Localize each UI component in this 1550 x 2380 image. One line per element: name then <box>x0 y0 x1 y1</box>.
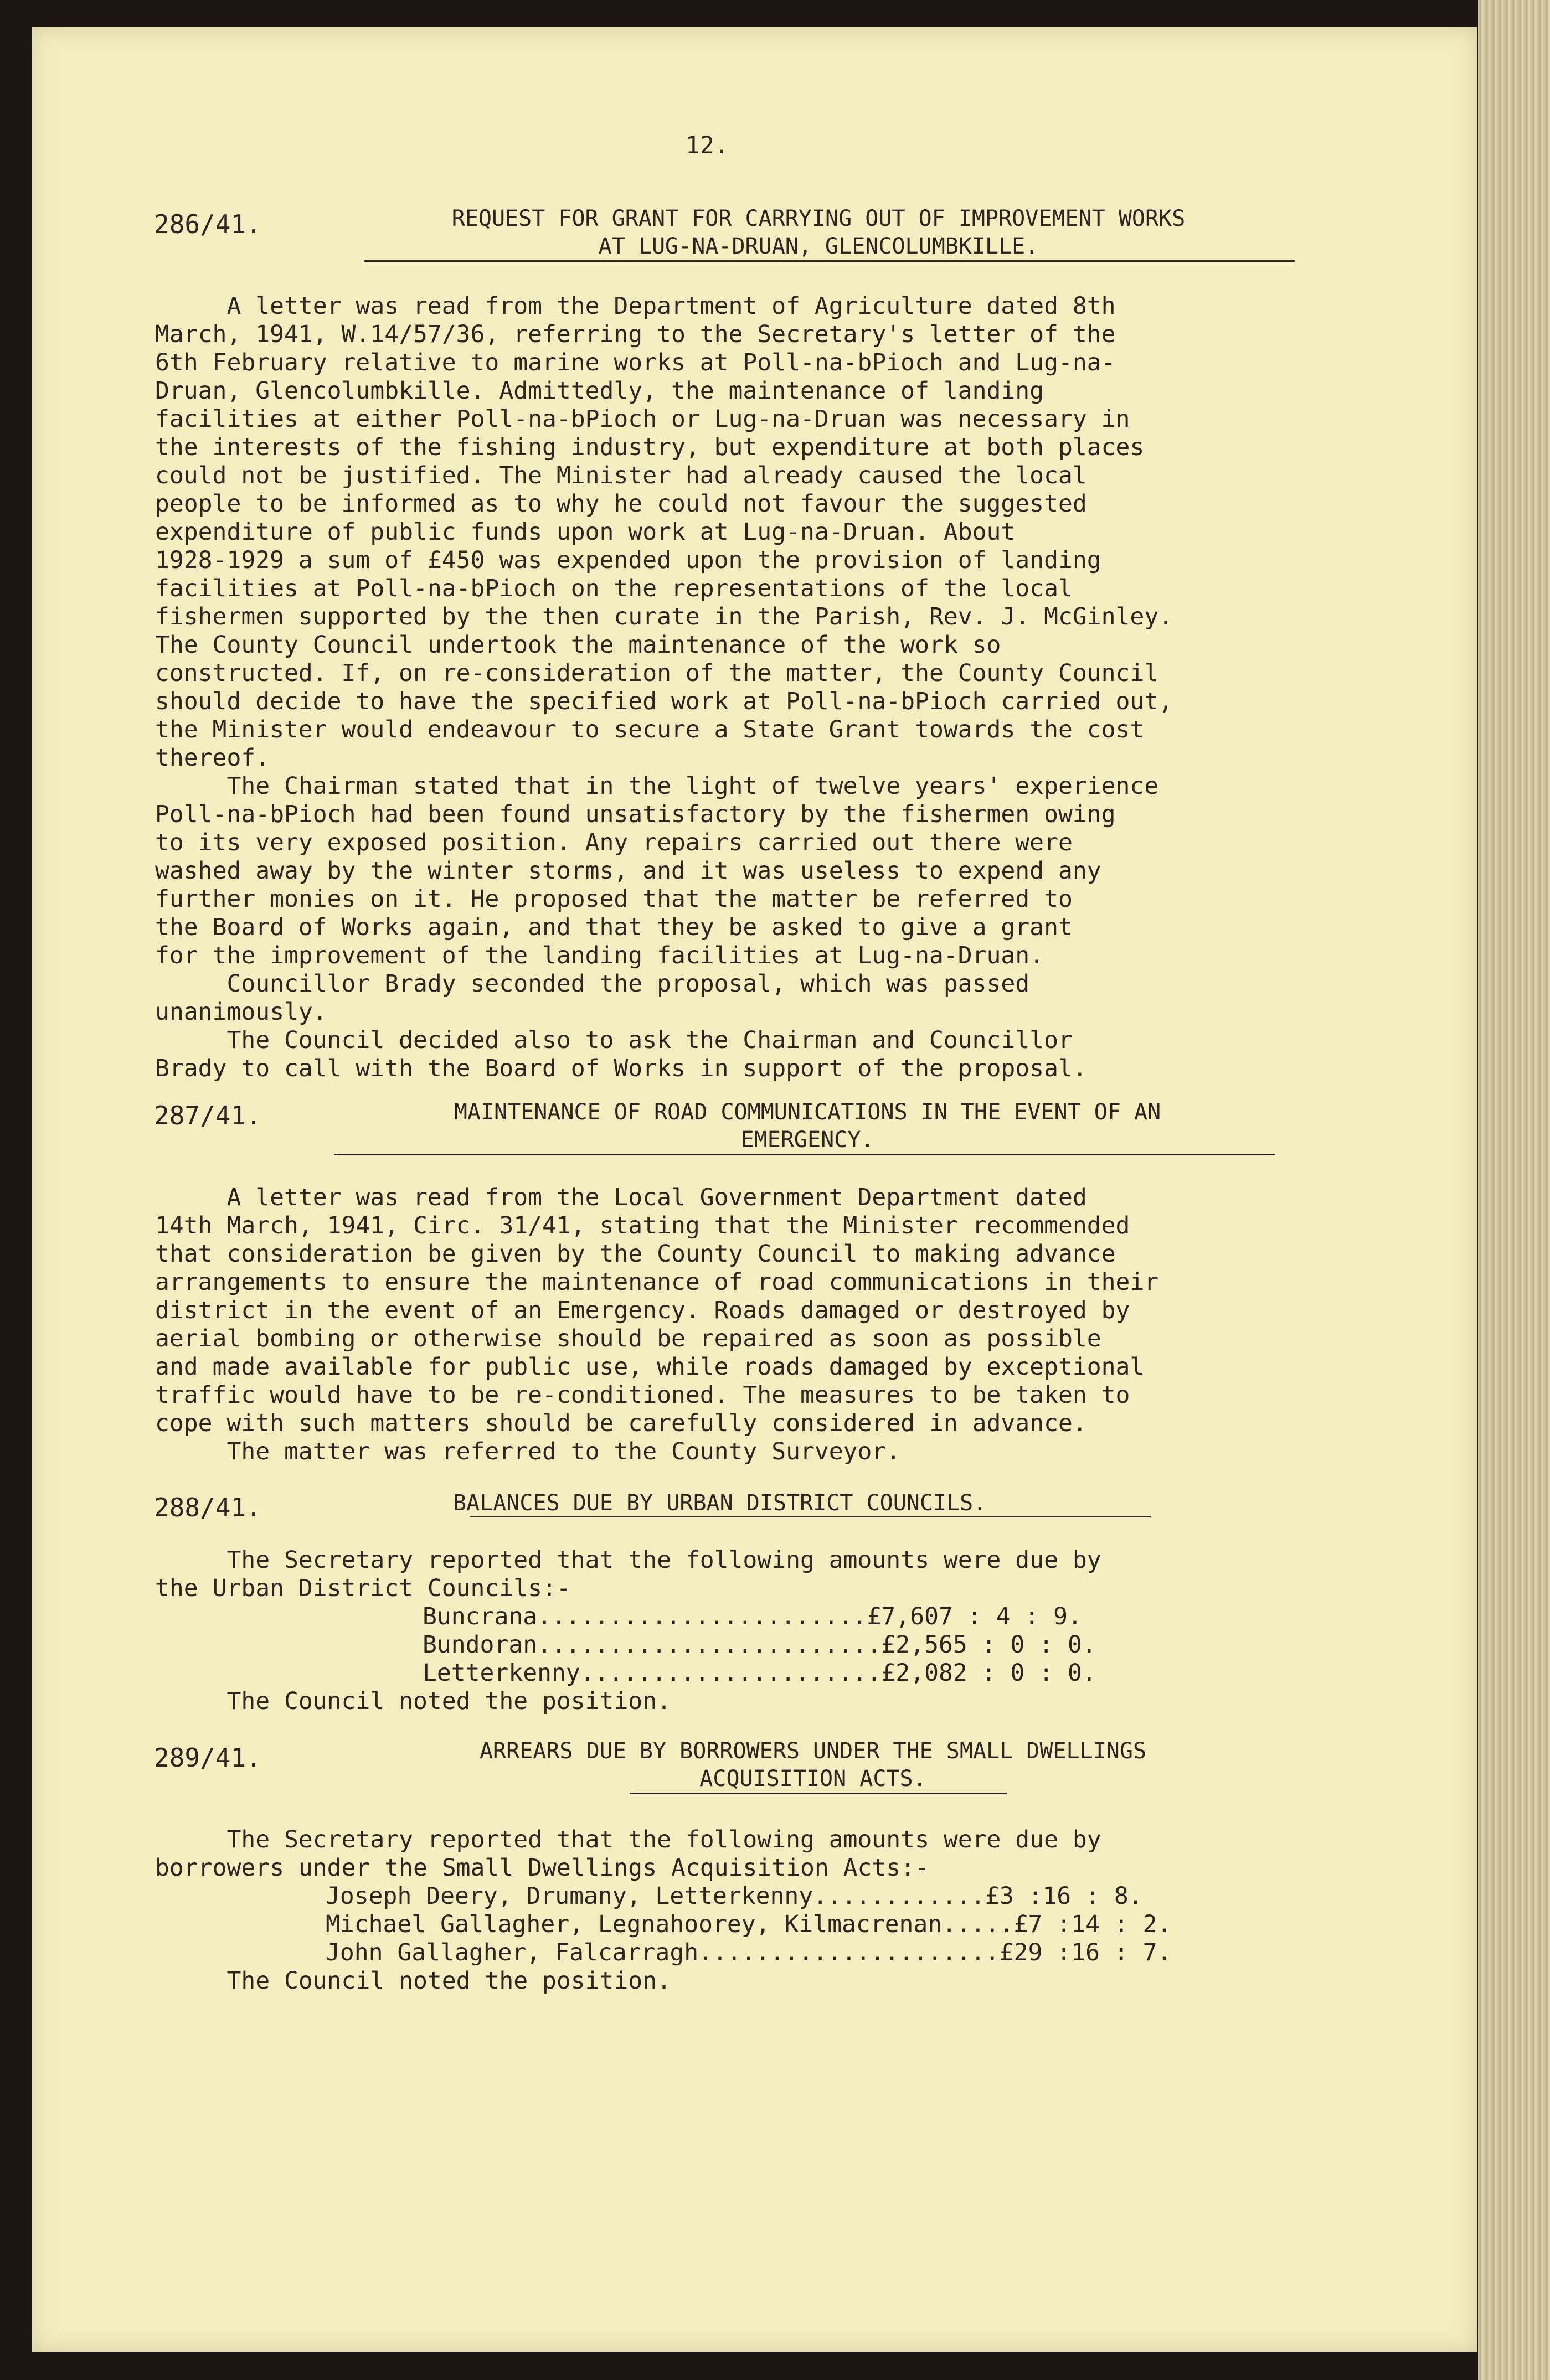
list-item: Letterkenny.....................£2,082 : 0 : 0. <box>423 1659 1096 1687</box>
heading-286-line2: AT LUG-NA-DRUAN, GLENCOLUMBKILLE. <box>598 234 1039 259</box>
minute-number-289: 289/41. <box>154 1743 261 1773</box>
paragraph: The Chairman stated that in the light of twelve years' experience Poll-na-bPioch had been found unsatisfactory by the fishermen owing to its very exposed position. Any repairs carried out there were washed away by the winter storms, and it was useless to expend any further monies on it. He proposed that the matter be referred to the Board of Works again, and that they be asked to give a grant for the improvement of the landing facilities at Lug-na-Druan. <box>155 772 1159 969</box>
paragraph: The Secretary reported that the following amounts were due by borrowers under the Small Dwellings Acquisition Acts:- <box>155 1826 1101 1882</box>
heading-287-line2: EMERGENCY. <box>740 1127 874 1153</box>
list-item: Michael Gallagher, Legnahoorey, Kilmacrenan.....£7 :14 : 2. <box>326 1911 1172 1938</box>
list-item: John Gallagher, Falcarragh.....................£29 :16 : 7. <box>326 1939 1172 1966</box>
paragraph: The Council noted the position. <box>155 1687 671 1715</box>
paragraph: A letter was read from the Department of Agriculture dated 8th March, 1941, W.14/57/36, referring to the Secretary's letter of the 6th February relative to marine works at Poll-na-bPioch and Lug-na- Druan, Glencolumbkille. Admittedly, the maintenance of landing facilities at either Poll-na-bPioch or Lug-na-Druan was necessary in the interests of the fishing industry, but expenditure at both places could not be justified. The Minister had already caused the local people to be informed as to why he could not favour the suggested expenditure of public funds upon work at Lug-na-Druan. About 1928-1929 a sum of £450 was expended upon the provision of landing facilities at Poll-na-bPioch on the representations of the local fishermen supported by the then curate in the Parish, Rev. J. McGinley. The County Council undertook the maintenance of the work so constructed. If, on re-consideration of the matter, the County Council should decide to have the specified work at Poll-na-bPioch carried out, the Minister would endeavour to secure a State Grant towards the cost thereof. <box>155 292 1173 772</box>
list-item: Bundoran........................£2,565 : 0 : 0. <box>423 1631 1096 1659</box>
paragraph: The Council noted the position. <box>155 1967 671 1995</box>
page-number: 12. <box>686 132 729 159</box>
heading-287-line1: MAINTENANCE OF ROAD COMMUNICATIONS IN THE EVENT OF AN <box>454 1099 1161 1125</box>
list-item: Joseph Deery, Drumany, Letterkenny............£3 :16 : 8. <box>326 1882 1143 1910</box>
heading-288: BALANCES DUE BY URBAN DISTRICT COUNCILS. <box>453 1490 987 1516</box>
heading-286-line1: REQUEST FOR GRANT FOR CARRYING OUT OF IMPROVEMENT WORKS <box>451 206 1186 231</box>
heading-289-line1: ARREARS DUE BY BORROWERS UNDER THE SMALL DWELLINGS <box>479 1738 1147 1764</box>
minute-number-287: 287/41. <box>154 1101 261 1130</box>
minute-number-288: 288/41. <box>154 1493 261 1522</box>
paragraph: Councillor Brady seconded the proposal, which was passed unanimously. <box>155 970 1030 1026</box>
heading-289-line2: ACQUISITION ACTS. <box>699 1766 926 1792</box>
minute-number-286: 286/41. <box>154 209 261 239</box>
document-page <box>32 27 1477 2352</box>
paragraph: The Secretary reported that the following amounts were due by the Urban District Councils:- <box>155 1546 1101 1602</box>
paragraph: The matter was referred to the County Surveyor. <box>155 1438 901 1465</box>
heading-underline <box>334 1154 1275 1155</box>
list-item: Buncrana.......................£7,607 : 4 : 9. <box>423 1603 1082 1630</box>
heading-underline <box>364 260 1295 262</box>
book-binding <box>1478 0 1550 2380</box>
heading-underline <box>630 1793 1007 1794</box>
paragraph: A letter was read from the Local Government Department dated 14th March, 1941, Circ. 31/41, stating that the Minister recommended that consideration be given by the County Council to making advance arrangements to ensure the maintenance of road communications in their district in the event of an Emergency. Roads damaged or destroyed by aerial bombing or otherwise should be repaired as soon as possible and made available for public use, while roads damaged by exceptional traffic would have to be re-conditioned. The measures to be taken to cope with such matters should be carefully considered in advance. <box>155 1184 1159 1437</box>
paragraph: The Council decided also to ask the Chairman and Councillor Brady to call with the Board of Works in support of the proposal. <box>155 1026 1087 1082</box>
heading-underline <box>470 1516 1151 1517</box>
